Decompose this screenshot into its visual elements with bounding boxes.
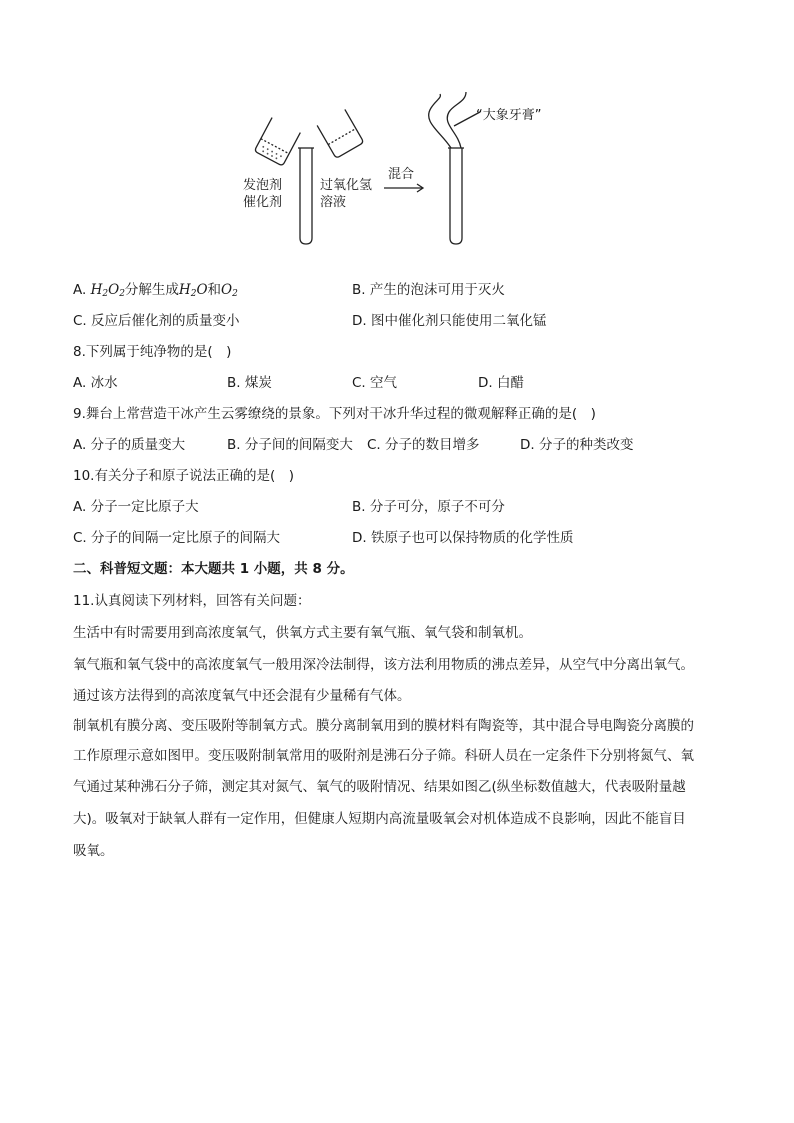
q7-option-b: B. 产生的泡沫可用于灭火	[352, 282, 505, 298]
label-foaming-agent: 发泡剂	[243, 178, 283, 193]
q11-paragraph-2-line-1: 氧气瓶和氧气袋中的高浓度氧气一般用深冷法制得，该方法利用物质的沸点差异，从空气中分离出氧气。	[73, 657, 694, 673]
q7-option-d: D. 图中催化剂只能使用二氧化锰	[352, 313, 547, 329]
q9-option-b: B. 分子间的间隔变大	[227, 437, 353, 453]
q11-paragraph-3-line-1: 制氧机有膜分离、变压吸附等制氧方式。膜分离制氧用到的膜材料有陶瓷等，其中混合导电陶瓷分离膜的	[73, 718, 694, 734]
q8-option-b: B. 煤炭	[227, 375, 272, 391]
q11-paragraph-1: 生活中有时需要用到高浓度氧气，供氧方式主要有氧气瓶、氧气袋和制氧机。	[73, 625, 532, 641]
label-elephant-toothpaste: “大象牙膏”	[476, 108, 542, 123]
q9-option-d: D. 分子的种类改变	[520, 437, 634, 453]
q8-option-d: D. 白醋	[478, 375, 524, 391]
q11-paragraph-3-line-5: 吸氧。	[73, 843, 114, 859]
q10-option-b: B. 分子可分，原子不可分	[352, 499, 505, 515]
q9-stem: 9.舞台上常营造干冰产生云雾缭绕的景象。下列对干冰升华过程的微观解释正确的是( )	[73, 406, 596, 422]
right-beaker-icon	[317, 109, 364, 158]
label-mix: 混合	[388, 167, 415, 182]
q11-paragraph-3-line-4: 大)。吸氧对于缺氧人群有一定作用，但健康人短期内高流量吸氧会对机体造成不良影响，因此不能盲目	[73, 811, 686, 827]
q9-option-c: C. 分子的数目增多	[367, 437, 480, 453]
label-solution: 溶液	[320, 195, 347, 210]
q7-option-c: C. 反应后催化剂的质量变小	[73, 313, 240, 329]
left-beaker-icon	[254, 118, 300, 167]
test-tube-left-icon	[300, 148, 312, 244]
label-catalyst: 催化剂	[243, 195, 283, 210]
q10-option-d: D. 铁原子也可以保持物质的化学性质	[352, 530, 574, 546]
q8-option-c: C. 空气	[352, 375, 398, 391]
q11-paragraph-2-line-2: 通过该方法得到的高浓度氧气中还会混有少量稀有气体。	[73, 688, 411, 704]
formula-h2o: $H_2O$	[178, 282, 208, 299]
q11-stem: 11.认真阅读下列材料，回答有关问题：	[73, 593, 311, 609]
section-heading: 二、科普短文题：本大题共 1 小题，共 8 分。	[73, 561, 354, 577]
formula-h2o2: $H_2O_2$	[90, 282, 125, 299]
test-tube-right-icon	[450, 148, 462, 244]
foam-icon	[429, 92, 466, 148]
q11-paragraph-3-line-3: 气通过某种沸石分子筛，测定其对氮气、氧气的吸附情况、结果如图乙(纵坐标数值越大，代表吸附量越	[73, 779, 686, 795]
label-hydrogen-peroxide: 过氧化氢	[320, 178, 373, 193]
formula-o2: $O_2$	[221, 282, 238, 299]
q8-option-a: A. 冰水	[73, 375, 118, 391]
q9-option-a: A. 分子的质量变大	[73, 437, 186, 453]
q8-stem: 8.下列属于纯净物的是( )	[73, 344, 232, 360]
elephant-toothpaste-figure	[236, 92, 566, 252]
q11-paragraph-3-line-2: 工作原理示意如图甲。变压吸附制氧常用的吸附剂是沸石分子筛。科研人员在一定条件下分别将氮气、氧	[73, 748, 694, 764]
q10-stem: 10.有关分子和原子说法正确的是( )	[73, 468, 295, 484]
q10-option-a: A. 分子一定比原子大	[73, 499, 199, 515]
q10-option-c: C. 分子的间隔一定比原子的间隔大	[73, 530, 281, 546]
q7-option-a: A. $H_2O_2$分解生成$H_2O$和$O_2$	[73, 282, 238, 299]
